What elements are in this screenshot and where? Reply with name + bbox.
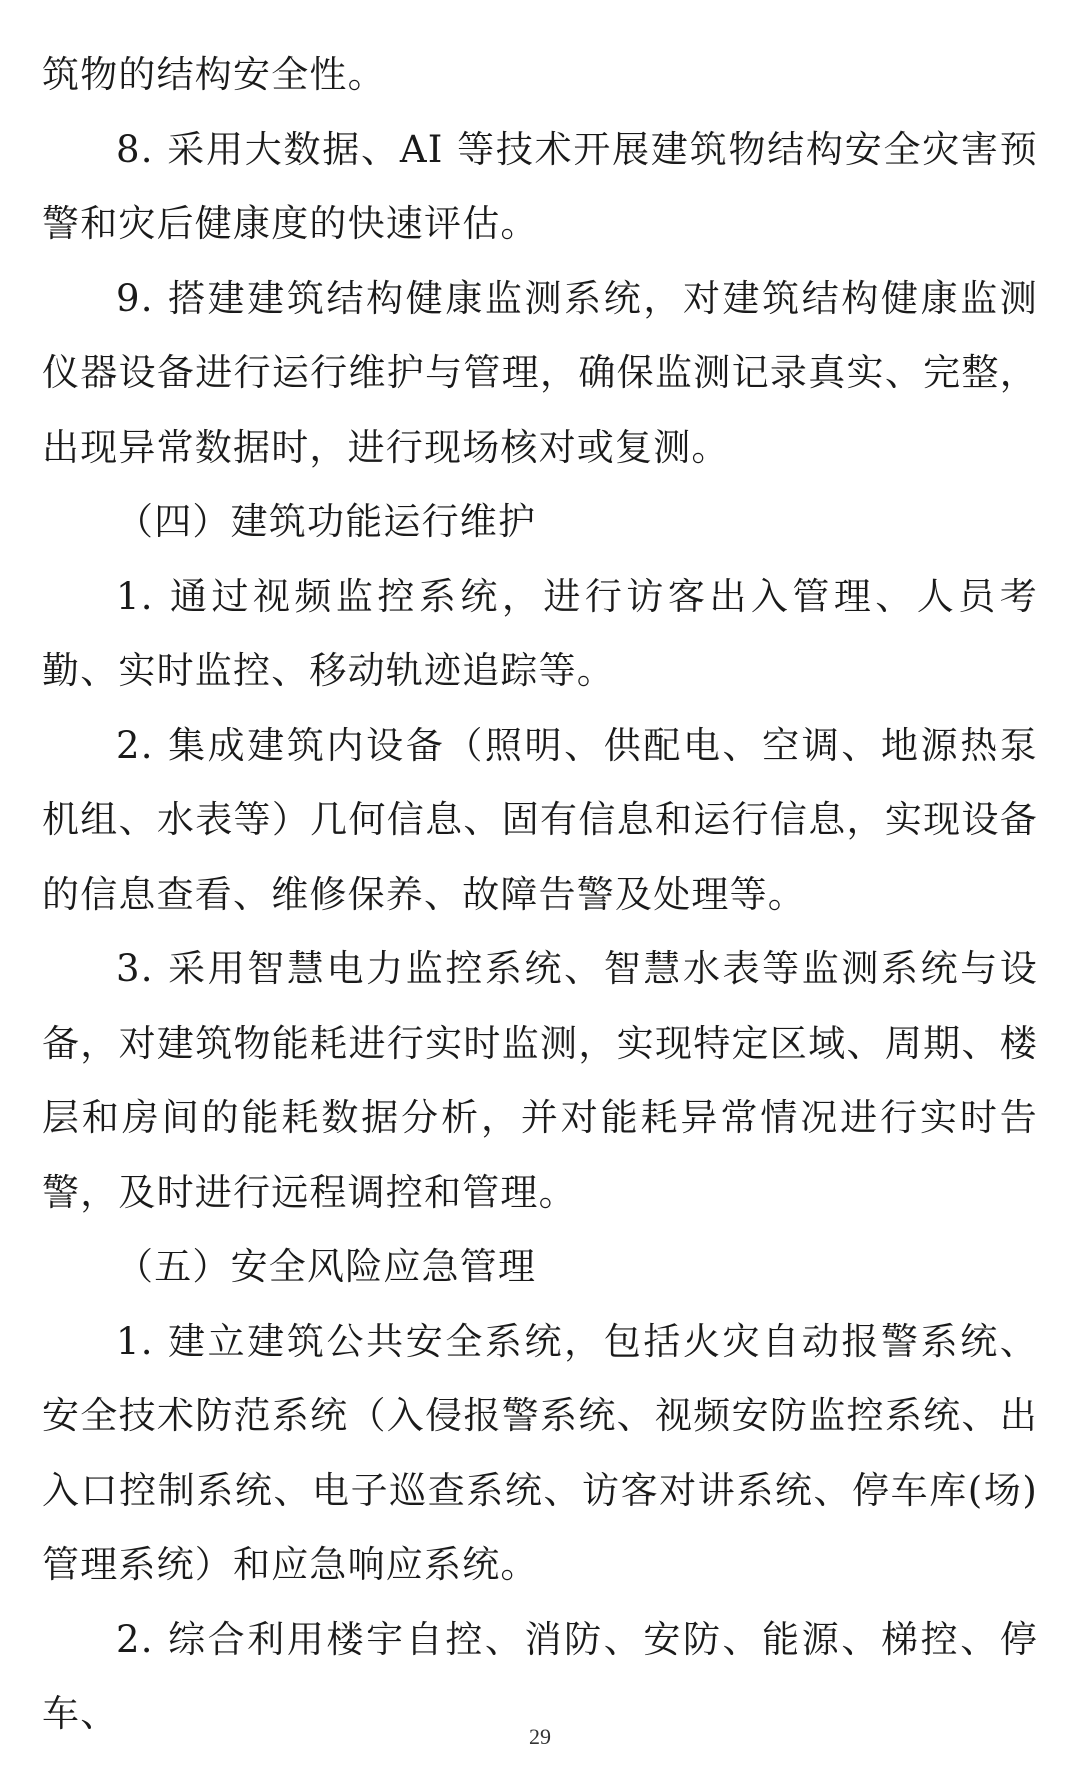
paragraph-item-3: 3. 采用智慧电力监控系统、智慧水表等监测系统与设备，对建筑物能耗进行实时监测，实现特定区域、周期、楼层和房间的能耗数据分析，并对能耗异常情况进行实时告警，及时进行远程调控和管理。 [42, 947, 1038, 1214]
paragraph-item-1: 1. 通过视频监控系统，进行访客出入管理、人员考勤、实时监控、移动轨迹追踪等。 [42, 574, 1038, 692]
section-heading-4: （四）建筑功能运行维护 [116, 500, 537, 543]
paragraph-item-1b: 1. 建立建筑公共安全系统，包括火灾自动报警系统、安全技术防范系统（入侵报警系统、视频安防监控系统、出入口控制系统、电子巡查系统、访客对讲系统、停车库(场)管理系统）和应急响应系统。 [42, 1319, 1038, 1586]
section-heading-5: （五）安全风险应急管理 [116, 1245, 537, 1288]
paragraph-item-2b: 2. 综合利用楼宇自控、消防、安防、能源、梯控、停车、 [42, 1617, 1038, 1735]
page-number: 29 [529, 1724, 551, 1749]
paragraph-continuation: 筑物的结构安全性。 [42, 53, 386, 96]
paragraph-item-8: 8. 采用大数据、AI 等技术开展建筑物结构安全灾害预警和灾后健康度的快速评估。 [42, 127, 1038, 245]
paragraph-item-9: 9. 搭建建筑结构健康监测系统，对建筑结构健康监测仪器设备进行运行维护与管理，确保监测记录真实、完整，出现异常数据时，进行现场核对或复测。 [42, 276, 1038, 469]
paragraph-item-2: 2. 集成建筑内设备（照明、供配电、空调、地源热泵机组、水表等）几何信息、固有信息和运行信息，实现设备的信息查看、维修保养、故障告警及处理等。 [42, 723, 1038, 916]
document-body [42, 38, 1038, 1752]
